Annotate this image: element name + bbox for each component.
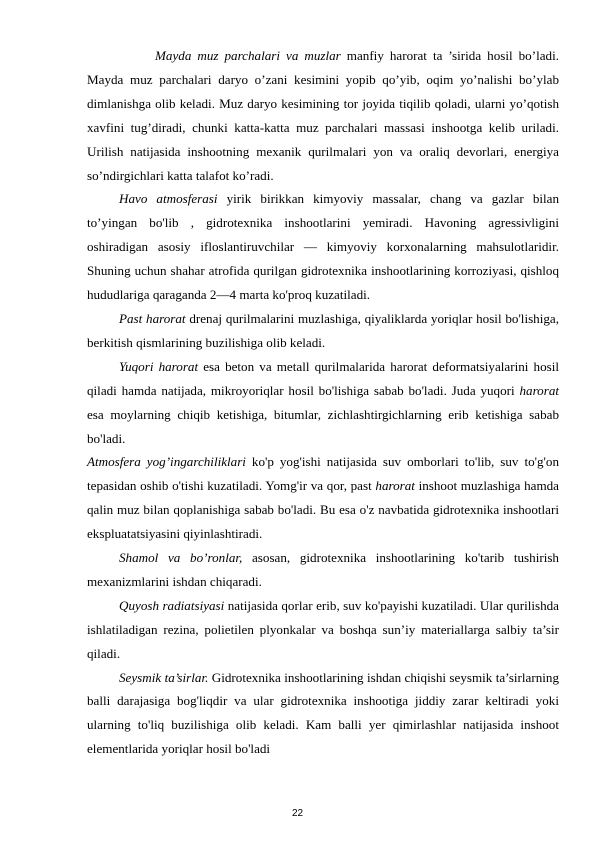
paragraph-quyosh-radiatsiyasi [87, 594, 559, 666]
paragraph-text: drenaj qurilmalarini muzlashiga, qiyaliklarda yoriqlar hosil bo'lishiga, berkitish qismlarining buzilishiga olib keladi. [87, 310, 559, 350]
term-mayda-muz: Mayda muz parchalari va muzlar [155, 48, 341, 63]
paragraph-shamol [87, 546, 559, 594]
paragraph-yuqori-harorat [87, 355, 559, 451]
term-quyosh-radiatsiyasi: Quyosh radiatsiyasi [119, 597, 225, 613]
term-harorat: harorat [375, 478, 415, 494]
paragraph-text: natijasida qorlar erib, suv ko'payishi kuzatiladi. Ular qurilishda ishlatiladigan rezina, polietilen plyonkalar va boshqa sun’iy materiallarga salbiy ta’sir qiladi. [87, 597, 559, 661]
paragraph-text: manfiy harorat ta ’sirida hosil bo’ladi. Mayda muz parchalari daryo o’zani kesimini yopib qo’yib, oqim yo’nalishi bo’ylab dimlanishga olib keladi. Muz daryo kesimining tor joyida tiqilib qoladi, ularni yo’qotish xavfini tug’diradi, chunki katta-katta muz parchalari massasi inshootga kelib uriladi. Urilish natijasida inshootning mexanik qurilmalari yon va oraliq devorlari, energiya so’ndirgichlari katta talafot ko’radi. [87, 48, 559, 183]
page-content [87, 44, 559, 761]
paragraph-text: esa beton va metall qurilmalarida harorat deformatsiyalarini hosil qiladi hamda natijada, mikroyoriqlar hosil bo'lishiga sabab bo'ladi. Juda yuqori [87, 358, 559, 398]
paragraph-past-harorat [87, 307, 559, 355]
term-yuqori-harorat: Yuqori harorat [119, 358, 199, 374]
term-harorat: harorat [519, 382, 559, 398]
paragraph-text: inshoot muzlashiga hamda qalin muz bilan qoplanishiga sabab bo'ladi. Bu esa o'z navbatida gidrotexnika inshootlari ekspluatatsiyasini qiyinlashtiradi. [87, 478, 559, 542]
paragraph-havo-atmosferasi [87, 187, 559, 307]
paragraph-text: yirik birikkan kimyoviy massalar, chang va gazlar bilan to’yingan bo'lib , gidrotexnika inshootlarini yemiradi. Havoning agressivligini oshiradigan asosiy ifloslantiruvchilar — kimyoviy korxonalarning mahsulotlaridir. Shuning uchun shahar atrofida qurilgan gidrotexnika inshootlarining korroziyasi, qishloq hududlariga qaraganda 2—4 marta ko'proq kuzatiladi. [87, 191, 559, 303]
paragraph-atmosfera-yogingarchiliklari [87, 450, 559, 546]
paragraph-seysmik [87, 666, 559, 762]
paragraph-mayda-muz [87, 44, 559, 187]
term-havo-atmosferasi: Havo atmosferasi [119, 191, 218, 207]
paragraph-text: esa moylarning chiqib ketishiga, bitumlar, zichlashtirgichlarning erib ketishiga sabab bo'ladi. [87, 406, 559, 446]
term-seysmik: Seysmik ta’sirlar. [119, 669, 209, 685]
term-past-harorat: Past harorat [119, 310, 186, 326]
term-shamol: Shamol va bo’ronlar, [119, 550, 243, 566]
term-atmosfera-yogingarchiliklari: Atmosfera yog’ingarchiliklari [87, 454, 246, 470]
page-number: 22 [291, 808, 304, 819]
paragraph-text: ko'p yog'ishi natijasida suv omborlari to'lib, suv to'g'on tepasidan oshib o'tishi kuzatiladi. Yomg'ir va qor, past [87, 454, 559, 494]
paragraph-text: asosan, gidrotexnika inshootlarining ko'tarib tushirish mexanizmlarini ishdan chiqaradi. [87, 550, 559, 589]
paragraph-text: Gidrotexnika inshootlarining ishdan chiqishi seysmik ta’sirlarning balli darajasiga bog'liqdir va ular gidrotexnika inshootiga jiddiy zarar keltiradi yoki ularning to'liq buzilishiga olib keladi. Kam balli yer qimirlashlar natijasida inshoot elementlarida yoriqlar hosil bo'ladi [87, 669, 560, 757]
